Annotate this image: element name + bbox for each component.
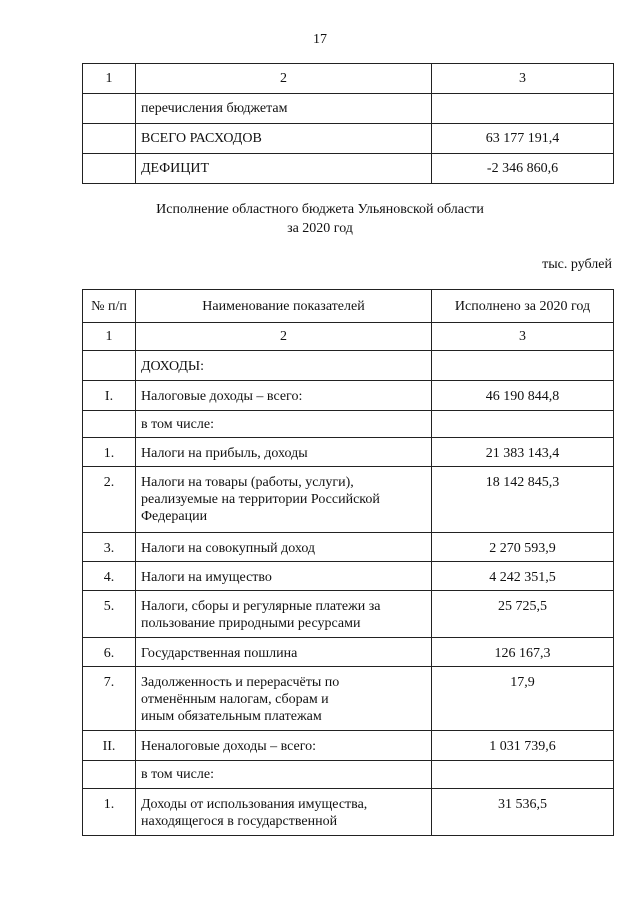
table-row (83, 438, 614, 467)
page-number: 17 (313, 32, 327, 47)
row-value (432, 411, 614, 438)
row-name: ДОХОДЫ: (136, 351, 432, 381)
table-row (83, 94, 614, 124)
row-num: 7. (83, 667, 136, 731)
header-value: Исполнено за 2020 год (432, 290, 614, 323)
row-name: ДЕФИЦИТ (136, 154, 432, 184)
row-num: I. (83, 381, 136, 411)
table-row (83, 351, 614, 381)
row-value: 1 031 739,6 (432, 731, 614, 761)
table-row (83, 591, 614, 638)
col-index-2: 2 (136, 64, 432, 94)
row-name: Налоговые доходы – всего: (136, 381, 432, 411)
row-num: 3. (83, 533, 136, 562)
table-row (83, 667, 614, 731)
table-row (83, 154, 614, 184)
row-num: 6. (83, 638, 136, 667)
col-index-3: 3 (432, 323, 614, 351)
row-num (83, 411, 136, 438)
col-index-2: 2 (136, 323, 432, 351)
table-row (83, 124, 614, 154)
row-name: Налоги, сборы и регулярные платежи за пользование природными ресурсами (136, 591, 432, 638)
row-value (432, 761, 614, 789)
row-value (432, 94, 614, 124)
table-row (83, 638, 614, 667)
table-index-row (83, 323, 614, 351)
main-table (82, 289, 614, 836)
table-header-row (83, 64, 614, 94)
table-header-row (83, 290, 614, 323)
col-index-3: 3 (432, 64, 614, 94)
row-num: 1. (83, 438, 136, 467)
row-value: 18 142 845,3 (432, 467, 614, 533)
row-name: Налоги на имущество (136, 562, 432, 591)
header-num: № п/п (83, 290, 136, 323)
col-index-1: 1 (83, 323, 136, 351)
row-name: ВСЕГО РАСХОДОВ (136, 124, 432, 154)
table-row (83, 411, 614, 438)
row-num (83, 94, 136, 124)
row-value: 63 177 191,4 (432, 124, 614, 154)
caption-line-2: за 2020 год (287, 221, 353, 236)
row-num (83, 761, 136, 789)
col-index-1: 1 (83, 64, 136, 94)
row-name: Государственная пошлина (136, 638, 432, 667)
row-name: в том числе: (136, 411, 432, 438)
row-value: 25 725,5 (432, 591, 614, 638)
row-num (83, 154, 136, 184)
row-name: Налоги на прибыль, доходы (136, 438, 432, 467)
row-name: Неналоговые доходы – всего: (136, 731, 432, 761)
row-num: 5. (83, 591, 136, 638)
row-num (83, 351, 136, 381)
row-num: 2. (83, 467, 136, 533)
row-name: в том числе: (136, 761, 432, 789)
row-value: 4 242 351,5 (432, 562, 614, 591)
row-num: 1. (83, 789, 136, 836)
caption-line-1: Исполнение областного бюджета Ульяновской области (156, 202, 484, 217)
header-name: Наименование показателей (136, 290, 432, 323)
row-value: 126 167,3 (432, 638, 614, 667)
row-value: 21 383 143,4 (432, 438, 614, 467)
row-num (83, 124, 136, 154)
table-row (83, 381, 614, 411)
top-table (82, 63, 614, 184)
row-value: 2 270 593,9 (432, 533, 614, 562)
row-name: Налоги на товары (работы, услуги), реализуемые на территории Российской Федерации (136, 467, 432, 533)
row-value: 31 536,5 (432, 789, 614, 836)
table-row (83, 731, 614, 761)
row-name: Доходы от использования имущества, находящегося в государственной (136, 789, 432, 836)
row-value: 17,9 (432, 667, 614, 731)
row-num: 4. (83, 562, 136, 591)
row-name: Задолженность и перерасчёты по отменённым налогам, сборам и иным обязательным платежам (136, 667, 432, 731)
row-value: -2 346 860,6 (432, 154, 614, 184)
row-name: Налоги на совокупный доход (136, 533, 432, 562)
table-row (83, 789, 614, 836)
table-row (83, 533, 614, 562)
row-num: II. (83, 731, 136, 761)
row-value (432, 351, 614, 381)
row-value: 46 190 844,8 (432, 381, 614, 411)
table-row (83, 761, 614, 789)
units-label: тыс. рублей (542, 257, 612, 272)
table-row (83, 467, 614, 533)
table-row (83, 562, 614, 591)
row-name: перечисления бюджетам (136, 94, 432, 124)
